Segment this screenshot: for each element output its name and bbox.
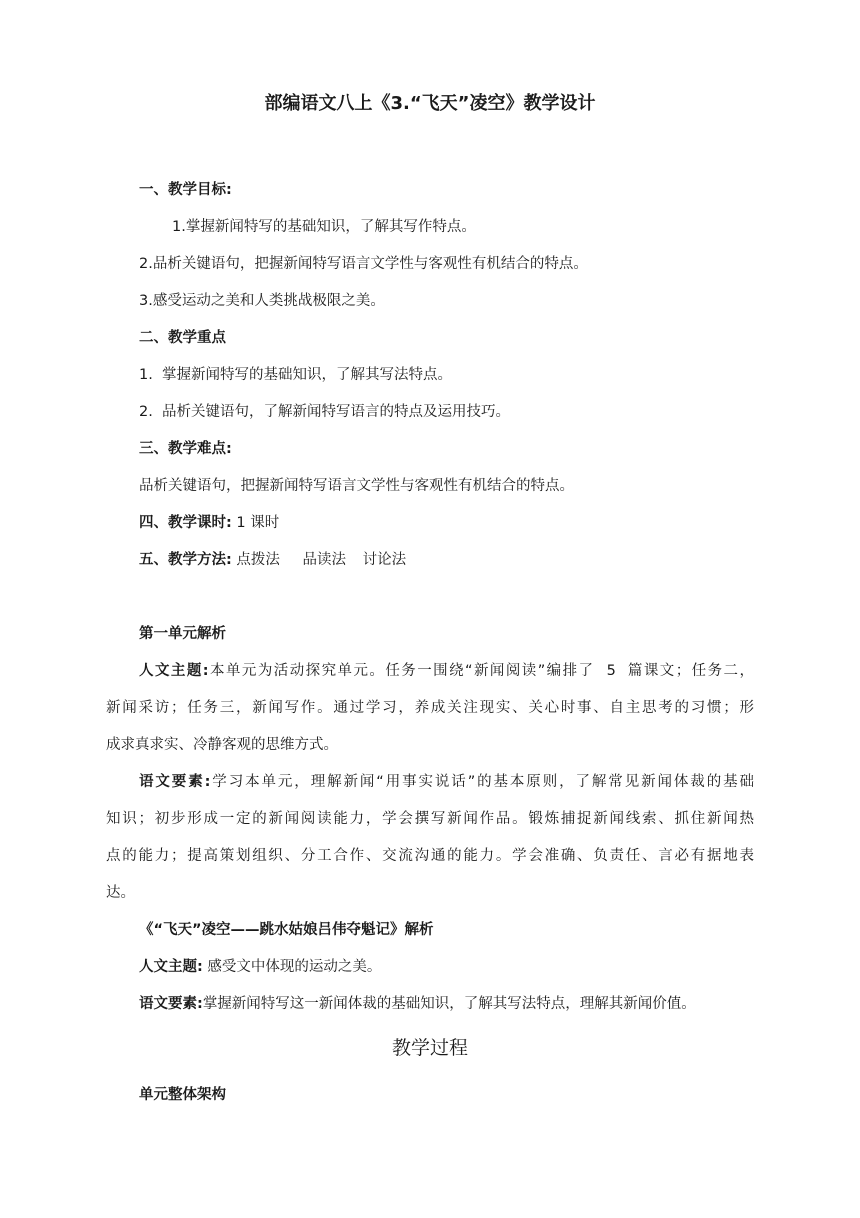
goals-heading: 一、教学目标: bbox=[139, 182, 232, 198]
method-item: 点拨法 bbox=[236, 552, 280, 568]
unit-elements-text: 学习本单元，理解新闻“用事实说话”的基本原则，了解常见新闻体裁的基础 bbox=[210, 774, 754, 790]
hours-row bbox=[139, 513, 279, 533]
unit-analysis-heading: 第一单元解析 bbox=[139, 626, 226, 642]
method-item: 品读法 bbox=[302, 552, 347, 568]
key-point-item: 2. 品析关键语句，了解新闻特写语言的特点及运用技巧。 bbox=[139, 404, 511, 420]
text-theme-text: 感受文中体现的运动之美。 bbox=[207, 959, 382, 975]
goal-item: 1.掌握新闻特写的基础知识，了解其写作特点。 bbox=[172, 219, 476, 235]
goal-item: 3.感受运动之美和人类挑战极限之美。 bbox=[139, 293, 385, 309]
text-theme-label: 人文主题: bbox=[139, 959, 203, 975]
method-item: 讨论法 bbox=[362, 552, 407, 568]
text-elements-text: 掌握新闻特写这一新闻体裁的基础知识，了解其写法特点，理解其新闻价值。 bbox=[202, 996, 696, 1012]
hours-label: 四、教学课时: bbox=[139, 515, 232, 531]
hours-value: 1 课时 bbox=[236, 515, 280, 531]
structure-heading: 单元整体架构 bbox=[139, 1087, 226, 1103]
unit-elements-line-1 bbox=[139, 772, 754, 792]
process-title: 教学过程 bbox=[391, 1037, 468, 1059]
unit-theme-line-1 bbox=[139, 661, 754, 681]
document-title: 部编语文八上《3.“飞天”凌空》教学设计 bbox=[264, 93, 596, 114]
difficulties-text: 品析关键语句，把握新闻特写语言文学性与客观性有机结合的特点。 bbox=[139, 478, 574, 494]
text-elements-label: 语文要素: bbox=[139, 996, 203, 1012]
methods-label: 五、教学方法: bbox=[139, 552, 232, 568]
unit-theme-label: 人文主题: bbox=[139, 663, 209, 679]
unit-elements-line-4: 达。 bbox=[106, 885, 135, 901]
key-points-heading: 二、教学重点 bbox=[139, 330, 226, 346]
unit-elements-line-3: 点的能力；提高策划组织、分工合作、交流沟通的能力。学会准确、负责任、言必有据地表 bbox=[106, 848, 754, 864]
unit-theme-line-3: 成求真求实、冷静客观的思维方式。 bbox=[106, 737, 338, 753]
text-elements-row bbox=[139, 994, 696, 1014]
unit-elements-label: 语文要素: bbox=[139, 774, 211, 790]
unit-elements-line-2: 知识；初步形成一定的新闻阅读能力，学会撰写新闻作品。锻炼捕捉新闻线索、抓住新闻热 bbox=[106, 811, 754, 827]
text-theme-row bbox=[139, 957, 381, 977]
difficulties-heading: 三、教学难点: bbox=[139, 441, 232, 457]
methods-row bbox=[139, 550, 406, 570]
goal-item: 2.品析关键语句，把握新闻特写语言文学性与客观性有机结合的特点。 bbox=[139, 256, 588, 272]
unit-theme-text: 本单元为活动探究单元。任务一围绕“新闻阅读”编排了 5 篇课文；任务二， bbox=[208, 663, 754, 679]
text-analysis-heading: 《“飞天”凌空——跳水姑娘吕伟夺魁记》解析 bbox=[139, 922, 434, 938]
key-point-item: 1. 掌握新闻特写的基础知识，了解其写法特点。 bbox=[139, 367, 453, 383]
unit-theme-line-2: 新闻采访；任务三，新闻写作。通过学习，养成关注现实、关心时事、自主思考的习惯；形 bbox=[106, 700, 754, 716]
